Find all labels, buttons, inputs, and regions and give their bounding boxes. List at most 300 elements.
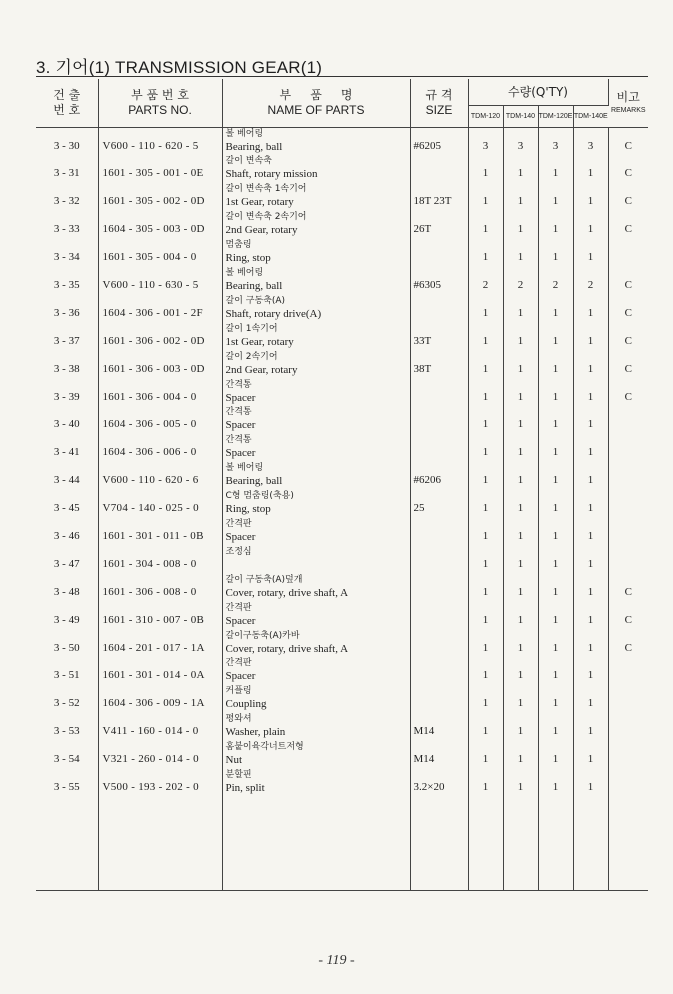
col-header-name [222, 79, 410, 128]
part-name-kr: 조정심 [225, 546, 252, 557]
table-row [36, 490, 648, 518]
table-row [36, 406, 648, 434]
part-name [222, 657, 410, 685]
item-number: 3 - 32 [36, 183, 98, 211]
part-name-kr: 평와셔 [225, 714, 252, 725]
part-name [222, 518, 410, 546]
part-name-en: Ring, stop [225, 252, 271, 265]
quantity: 1 [573, 351, 608, 379]
part-size: 33T [410, 323, 468, 351]
part-size: 3.2×20 [410, 769, 468, 891]
quantity: 1 [503, 574, 538, 602]
part-size [410, 602, 468, 630]
part-name-en: Washer, plain [225, 726, 286, 739]
part-name-kr: C형 멈춤링(축용) [225, 491, 294, 502]
part-name-en: Shaft, rotary mission [225, 168, 318, 181]
part-size [410, 406, 468, 434]
remarks [608, 434, 648, 462]
quantity: 1 [538, 155, 573, 183]
part-number: 1601 - 305 - 002 - 0D [98, 183, 222, 211]
quantity: 1 [573, 574, 608, 602]
part-name [222, 602, 410, 630]
part-name-kr: 갈이 1속기어 [225, 323, 278, 334]
table-row [36, 128, 648, 156]
part-name-en: Spacer [225, 530, 256, 543]
parts-table [36, 79, 648, 891]
part-name-en: Cover, rotary, drive shaft, A [225, 642, 349, 655]
part-name [222, 546, 410, 574]
item-number: 3 - 54 [36, 741, 98, 769]
part-name [222, 155, 410, 183]
part-name-en: Spacer [225, 614, 256, 627]
quantity: 1 [503, 155, 538, 183]
part-number: 1601 - 306 - 002 - 0D [98, 323, 222, 351]
part-number: 1604 - 305 - 003 - 0D [98, 211, 222, 239]
part-number: 1601 - 306 - 004 - 0 [98, 379, 222, 407]
col-header-name-kr: 부 품 명 [279, 88, 353, 102]
part-size: 25 [410, 490, 468, 518]
quantity: 1 [468, 602, 503, 630]
part-size: M14 [410, 741, 468, 769]
remarks: C [624, 390, 632, 403]
remarks: C [624, 140, 632, 152]
table-row [36, 713, 648, 741]
item-number: 3 - 47 [36, 546, 98, 574]
table-row [36, 685, 648, 713]
quantity: 1 [468, 183, 503, 211]
quantity: 1 [573, 434, 608, 462]
quantity: 1 [538, 685, 573, 713]
col-header-no [36, 79, 98, 128]
quantity: 1 [468, 490, 503, 518]
part-size: 18T 23T [410, 183, 468, 211]
part-number: V500 - 193 - 202 - 0 [98, 769, 222, 891]
quantity: 1 [468, 546, 503, 574]
col-header-model: TDM-140 [503, 106, 538, 128]
table-row [36, 379, 648, 407]
part-size [410, 685, 468, 713]
part-name [222, 769, 410, 891]
part-number: V600 - 110 - 620 - 6 [98, 462, 222, 490]
remarks [608, 713, 648, 741]
item-number: 3 - 48 [36, 574, 98, 602]
remarks: C [624, 362, 632, 375]
part-name [222, 351, 410, 379]
part-number: 1604 - 306 - 009 - 1A [98, 685, 222, 713]
quantity: 1 [538, 574, 573, 602]
quantity: 1 [573, 239, 608, 267]
part-size [410, 518, 468, 546]
part-number: 1601 - 306 - 008 - 0 [98, 574, 222, 602]
quantity: 1 [538, 657, 573, 685]
quantity: 1 [538, 490, 573, 518]
quantity: 1 [468, 462, 503, 490]
item-number: 3 - 49 [36, 602, 98, 630]
item-number: 3 - 31 [36, 155, 98, 183]
part-name-kr: 간격통 [225, 407, 252, 418]
quantity: 1 [503, 630, 538, 658]
col-header-parts-no [98, 79, 222, 128]
remarks [608, 657, 648, 685]
quantity: 1 [538, 379, 573, 407]
quantity: 1 [468, 406, 503, 434]
quantity: 1 [503, 490, 538, 518]
part-name-kr: 갈이 구동축(A)덮개 [225, 574, 303, 585]
part-name-kr: 볼 베어링 [225, 129, 264, 139]
part-number: 1601 - 301 - 014 - 0A [98, 657, 222, 685]
quantity: 3 [468, 128, 503, 156]
quantity: 1 [503, 183, 538, 211]
table-row [36, 239, 648, 267]
quantity: 1 [503, 211, 538, 239]
quantity: 1 [503, 295, 538, 323]
quantity: 1 [538, 295, 573, 323]
part-size: #6305 [410, 267, 468, 295]
table-row [36, 267, 648, 295]
remarks: C [624, 334, 632, 347]
item-number: 3 - 55 [36, 769, 98, 891]
quantity: 1 [573, 323, 608, 351]
quantity: 1 [468, 351, 503, 379]
remarks [608, 462, 648, 490]
quantity: 1 [538, 518, 573, 546]
part-number: 1601 - 304 - 008 - 0 [98, 546, 222, 574]
quantity: 1 [468, 657, 503, 685]
part-name [222, 434, 410, 462]
quantity: 1 [538, 239, 573, 267]
item-number: 3 - 35 [36, 267, 98, 295]
part-name [222, 462, 410, 490]
table-row [36, 183, 648, 211]
part-name-kr: 갈이 변속축 [225, 156, 272, 167]
quantity: 3 [573, 128, 608, 156]
part-name-kr: 간격통 [225, 435, 252, 446]
remarks: C [624, 167, 632, 180]
quantity: 2 [538, 267, 573, 295]
col-header-remarks [608, 79, 648, 128]
table-row [36, 546, 648, 574]
remarks: C [624, 223, 632, 236]
item-number: 3 - 53 [36, 713, 98, 741]
quantity: 1 [538, 406, 573, 434]
part-name-en: Spacer [225, 419, 256, 432]
part-name [222, 713, 410, 741]
part-name [222, 183, 410, 211]
col-header-no-kr: 건 출 [53, 88, 81, 102]
part-number: 1601 - 305 - 004 - 0 [98, 239, 222, 267]
part-name-en: 1st Gear, rotary [225, 196, 294, 209]
quantity: 2 [573, 267, 608, 295]
part-name-en: Nut [225, 754, 242, 767]
col-header-parts-no-en: PARTS NO. [128, 103, 192, 117]
quantity: 1 [573, 741, 608, 769]
item-number: 3 - 51 [36, 657, 98, 685]
part-name-en: 1st Gear, rotary [225, 335, 294, 348]
title-divider [36, 76, 648, 77]
part-name-kr: 간격통 [225, 379, 252, 390]
quantity: 1 [573, 518, 608, 546]
part-name-kr: 간격판 [225, 518, 252, 529]
part-name [222, 741, 410, 769]
table-row [36, 769, 648, 891]
quantity: 1 [468, 741, 503, 769]
quantity: 1 [573, 490, 608, 518]
part-number: 1601 - 310 - 007 - 0B [98, 602, 222, 630]
remarks: C [624, 641, 632, 654]
part-name [222, 574, 410, 602]
item-number: 3 - 45 [36, 490, 98, 518]
part-name-en: Bearing, ball [225, 475, 283, 488]
col-header-qty [468, 79, 608, 106]
quantity: 1 [573, 657, 608, 685]
part-name-en: 2nd Gear, rotary [225, 224, 298, 237]
col-header-size [410, 79, 468, 128]
quantity: 1 [503, 602, 538, 630]
page-title: 3. 기어(1) TRANSMISSION GEAR(1) [36, 58, 323, 77]
quantity: 1 [503, 434, 538, 462]
item-number: 3 - 36 [36, 295, 98, 323]
quantity: 1 [538, 602, 573, 630]
part-name [222, 128, 410, 156]
quantity: 1 [468, 434, 503, 462]
quantity: 1 [538, 462, 573, 490]
part-name-kr: 갈이 변속축 1속기어 [225, 184, 307, 195]
part-name [222, 295, 410, 323]
part-name [222, 490, 410, 518]
part-name-en: Pin, split [225, 781, 265, 794]
quantity: 1 [503, 379, 538, 407]
part-name-kr: 갈이 2속기어 [225, 351, 278, 362]
quantity: 2 [468, 267, 503, 295]
quantity: 2 [503, 267, 538, 295]
col-header-remarks-en: REMARKS [610, 106, 646, 114]
part-name-en: Spacer [225, 391, 256, 404]
quantity: 3 [503, 128, 538, 156]
item-number: 3 - 33 [36, 211, 98, 239]
table-row [36, 155, 648, 183]
quantity: 1 [573, 713, 608, 741]
quantity: 1 [468, 713, 503, 741]
quantity: 1 [468, 295, 503, 323]
quantity: 1 [503, 769, 538, 891]
table-row [36, 741, 648, 769]
remarks [608, 239, 648, 267]
item-number: 3 - 40 [36, 406, 98, 434]
part-size: #6205 [410, 128, 468, 156]
quantity: 1 [573, 769, 608, 891]
item-number: 3 - 41 [36, 434, 98, 462]
quantity: 1 [573, 379, 608, 407]
quantity: 1 [468, 323, 503, 351]
table-header [36, 79, 648, 128]
remarks: C [624, 195, 632, 208]
part-number: 1604 - 306 - 006 - 0 [98, 434, 222, 462]
part-number: 1601 - 305 - 001 - 0E [98, 155, 222, 183]
part-name-kr: 커플링 [225, 686, 252, 697]
quantity: 1 [468, 518, 503, 546]
remarks [608, 741, 648, 769]
quantity: 1 [503, 239, 538, 267]
table-body [36, 128, 648, 891]
part-number: 1601 - 301 - 011 - 0B [98, 518, 222, 546]
quantity: 1 [503, 323, 538, 351]
part-name-kr: 볼 베어링 [225, 463, 264, 474]
part-size: M14 [410, 713, 468, 741]
col-header-model: TDM-120E [538, 106, 573, 128]
col-header-parts-no-kr: 부 품 번 호 [131, 88, 189, 102]
remarks: C [624, 585, 632, 598]
part-name-kr: 갈이구동축(A)카바 [225, 630, 300, 641]
part-number: V321 - 260 - 014 - 0 [98, 741, 222, 769]
item-number: 3 - 34 [36, 239, 98, 267]
part-name-en: Ring, stop [225, 503, 271, 516]
part-number: 1604 - 201 - 017 - 1A [98, 630, 222, 658]
part-size [410, 546, 468, 574]
remarks [608, 685, 648, 713]
part-number: V411 - 160 - 014 - 0 [98, 713, 222, 741]
part-name [222, 323, 410, 351]
quantity: 1 [538, 769, 573, 891]
item-number: 3 - 44 [36, 462, 98, 490]
quantity: 1 [573, 685, 608, 713]
quantity: 1 [573, 406, 608, 434]
part-name-en: 2nd Gear, rotary [225, 363, 298, 376]
quantity: 1 [573, 211, 608, 239]
part-size [410, 434, 468, 462]
quantity: 1 [538, 741, 573, 769]
quantity: 3 [538, 128, 573, 156]
table-row [36, 462, 648, 490]
quantity: 1 [538, 713, 573, 741]
col-header-size-kr: 규 격 [425, 88, 453, 102]
table-row [36, 434, 648, 462]
page-number: - 119 - [318, 953, 355, 968]
quantity: 1 [538, 434, 573, 462]
quantity: 1 [538, 351, 573, 379]
part-name-kr: 분할핀 [225, 769, 252, 780]
part-name [222, 267, 410, 295]
part-number: 1604 - 306 - 005 - 0 [98, 406, 222, 434]
item-number: 3 - 37 [36, 323, 98, 351]
col-header-no-kr2: 번 호 [53, 103, 81, 117]
part-name-kr: 갈이 변속축 2속기어 [225, 212, 307, 223]
part-name [222, 379, 410, 407]
part-number: V600 - 110 - 620 - 5 [98, 128, 222, 156]
col-header-model: TDM-140E [573, 106, 608, 128]
table-row [36, 602, 648, 630]
quantity: 1 [573, 183, 608, 211]
col-header-name-en: NAME OF PARTS [267, 103, 365, 117]
table-row [36, 657, 648, 685]
part-name-en: Bearing, ball [225, 279, 283, 292]
part-number: V704 - 140 - 025 - 0 [98, 490, 222, 518]
item-number: 3 - 46 [36, 518, 98, 546]
part-number: V600 - 110 - 630 - 5 [98, 267, 222, 295]
remarks [608, 769, 648, 891]
col-header-size-en: SIZE [425, 103, 453, 117]
part-name [222, 630, 410, 658]
quantity: 1 [538, 183, 573, 211]
quantity: 1 [573, 295, 608, 323]
part-size: #6206 [410, 462, 468, 490]
part-number: 1604 - 306 - 001 - 2F [98, 295, 222, 323]
table-row [36, 518, 648, 546]
part-name-en: Spacer [225, 670, 256, 683]
part-name-kr: 홈붙이육각너트저형 [225, 742, 304, 753]
remarks [608, 546, 648, 574]
part-name-en: Spacer [225, 447, 256, 460]
col-header-remarks-kr: 비고 [616, 89, 640, 104]
item-number: 3 - 39 [36, 379, 98, 407]
table-row [36, 351, 648, 379]
quantity: 1 [503, 518, 538, 546]
part-size [410, 295, 468, 323]
remarks [608, 518, 648, 546]
part-size [410, 239, 468, 267]
quantity: 1 [468, 211, 503, 239]
quantity: 1 [468, 239, 503, 267]
part-name-kr: 간격판 [225, 602, 252, 613]
col-header-model: TDM-120 [468, 106, 503, 128]
quantity: 1 [468, 769, 503, 891]
part-size: 38T [410, 351, 468, 379]
table-row [36, 630, 648, 658]
quantity: 1 [538, 323, 573, 351]
item-number: 3 - 30 [36, 128, 98, 156]
quantity: 1 [503, 351, 538, 379]
part-number: 1601 - 306 - 003 - 0D [98, 351, 222, 379]
table-row [36, 211, 648, 239]
quantity: 1 [468, 155, 503, 183]
table-row [36, 574, 648, 602]
table-row [36, 295, 648, 323]
part-name-kr: 간격판 [225, 658, 252, 669]
quantity: 1 [538, 211, 573, 239]
part-size [410, 155, 468, 183]
part-size [410, 379, 468, 407]
part-name [222, 685, 410, 713]
quantity: 1 [468, 574, 503, 602]
quantity: 1 [468, 379, 503, 407]
table-row [36, 323, 648, 351]
part-name [222, 211, 410, 239]
quantity: 1 [468, 685, 503, 713]
part-name-en: Cover, rotary, drive shaft, A [225, 586, 349, 599]
quantity: 1 [503, 406, 538, 434]
quantity: 1 [468, 630, 503, 658]
quantity: 1 [573, 546, 608, 574]
quantity: 1 [503, 657, 538, 685]
item-number: 3 - 38 [36, 351, 98, 379]
quantity: 1 [573, 630, 608, 658]
quantity: 1 [503, 462, 538, 490]
remarks: C [624, 278, 632, 291]
part-name-kr: 볼 베어링 [225, 267, 264, 278]
quantity: 1 [538, 630, 573, 658]
remarks: C [624, 613, 632, 626]
part-size [410, 630, 468, 658]
part-size [410, 574, 468, 602]
quantity: 1 [503, 741, 538, 769]
part-name-kr: 갈이 구동축(A) [225, 295, 286, 306]
remarks [608, 490, 648, 518]
quantity: 1 [503, 546, 538, 574]
part-name-kr: 멈춤링 [225, 240, 252, 251]
part-name [222, 239, 410, 267]
part-size [410, 657, 468, 685]
quantity: 1 [503, 685, 538, 713]
quantity: 1 [573, 155, 608, 183]
